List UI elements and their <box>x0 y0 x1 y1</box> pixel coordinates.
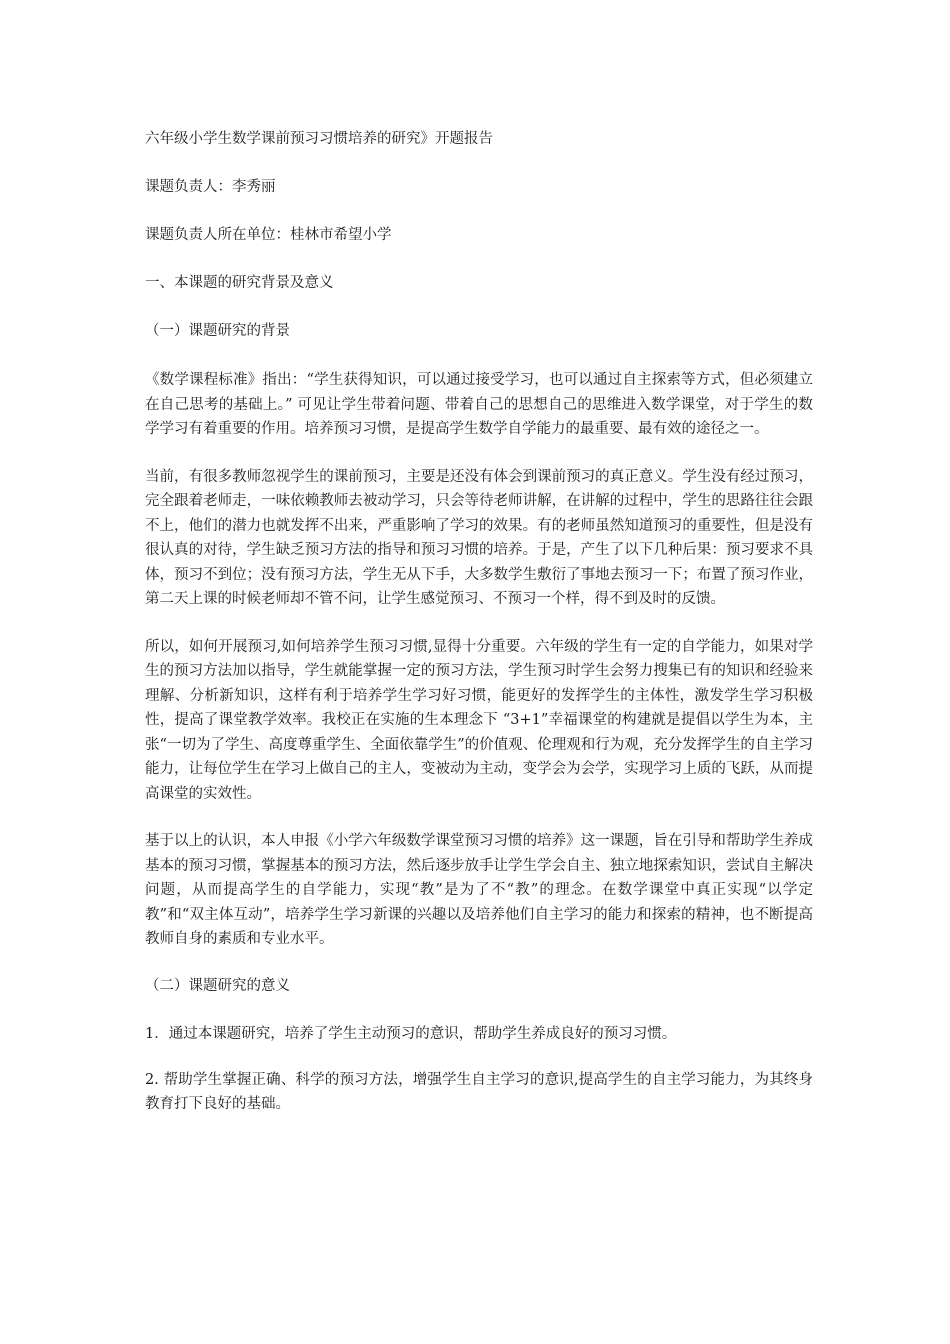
document-title: 六年级小学生数学课前预习习惯培养的研究》开题报告 <box>145 131 493 147</box>
significance-item-1: 1．通过本课题研究，培养了学生主动预习的意识，帮助学生养成良好的预习习惯。 <box>145 1025 677 1042</box>
project-leader: 课题负责人：李秀丽 <box>145 179 276 195</box>
paragraph-project-aim: 基于以上的认识，本人申报《小学六年级数学课堂预习习惯的培养》这一课题，旨在引导和帮助学生养成基本的预习习惯，掌握基本的预习方法，然后逐步放手让学生学会自主、独立地探索知识，尝试自主解决问题，从而提高学生的自学能力，实现“教”是为了不“教”的理念。在数学课堂中真正实现“以学定教”和“双主体互动”，培养学生学习新课的兴趣以及培养他们自主学习的能力和探索的精神，也不断提高教师自身的素质和专业水平。 <box>145 833 813 947</box>
paragraph-curriculum-standard: 《数学课程标准》指出：“学生获得知识，可以通过接受学习，也可以通过自主探索等方式，但必须建立在自己思考的基础上。” 可见让学生带着问题、带着自己的思想自己的思维进入数学课堂，对于学生的数学学习有着重要的作用。培养预习习惯，是提高学生数学自学能力的最重要、最有效的途径之一。 <box>145 372 813 437</box>
section-heading-background-significance: 一、本课题的研究背景及意义 <box>145 275 334 291</box>
paragraph-current-situation: 当前，有很多教师忽视学生的课前预习，主要是还没有体会到课前预习的真正意义。学生没有经过预习，完全跟着老师走，一味依赖教师去被动学习，只会等待老师讲解，在讲解的过程中，学生的思路往往会跟不上，他们的潜力也就发挥不出来，严重影响了学习的效果。有的老师虽然知道预习的重要性，但是没有很认真的对待，学生缺乏预习方法的指导和预习习惯的培养。于是，产生了以下几种后果：预习要求不具体，预习不到位；没有预习方法，学生无从下手，大多数学生敷衍了事地去预习一下；布置了预习作业，第二天上课的时候老师却不管不问，让学生感觉预习、不预习一个样，得不到及时的反馈。 <box>145 468 813 607</box>
paragraph-importance: 所以，如何开展预习,如何培养学生预习习惯,显得十分重要。六年级的学生有一定的自学能力，如果对学生的预习方法加以指导，学生就能掌握一定的预习方法，学生预习时学生会努力搜集已有的知识和经验来理解、分析新知识，这样有利于培养学生学习好习惯，能更好的发挥学生的主体性，激发学生学习积极性，提高了课堂教学效率。我校正在实施的生本理念下 “3+1”幸福课堂的构建就是提倡以学生为本，主张“一切为了学生、高度尊重学生、全面依靠学生”的价值观、伦理观和行为观，充分发挥学生的自主学习能力，让每位学生在学习上做自己的主人，变被动为主动，变学会为会学，实现学习上质的飞跃，从而提高课堂的实效性。 <box>145 638 813 802</box>
subsection-heading-significance: （二）课题研究的意义 <box>145 977 290 994</box>
subsection-heading-background: （一）课题研究的背景 <box>145 323 290 339</box>
leader-unit: 课题负责人所在单位：桂林市希望小学 <box>145 227 392 243</box>
significance-item-2: 2. 帮助学生掌握正确、科学的预习方法，增强学生自主学习的意识,提高学生的自主学习能力，为其终身教育打下良好的基础。 <box>145 1071 813 1112</box>
document-page <box>145 128 813 1117</box>
